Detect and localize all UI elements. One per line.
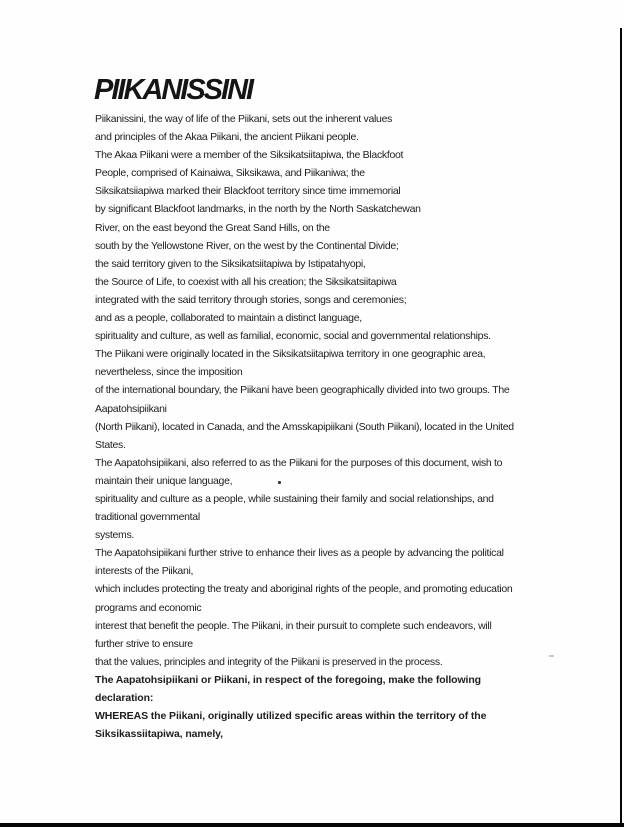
text-line: (North Piikani), located in Canada, and the Amsskapipiikani (South Piikani), located in the United [95,420,514,433]
text-line: River, on the east beyond the Great Sand Hills, on the [95,221,330,234]
text-line: The Akaa Piikani were a member of the Siksikatsiitapiwa, the Blackfoot [95,149,404,162]
text-line: south by the Yellowstone River, on the west by the Continental Divide; [95,239,399,252]
text-line: spirituality and culture, as well as familial, economic, social and governmental relationships. [95,330,491,343]
text-line: Piikanissini, the way of life of the Piikani, sets out the inherent values [95,113,393,125]
text-line: nevertheless, since the imposition [95,366,243,379]
text-line: declaration: [95,692,154,704]
text-line: which includes protecting the treaty and aboriginal rights of the people, and promoting education [95,583,513,596]
text-line: People, comprised of Kainaiwa, Siksikawa, and Piikaniwa; the [95,167,365,180]
document-body [95,110,595,743]
text-line: maintain their unique language, [95,474,233,487]
scan-artifact-dot [278,481,281,484]
text-line: programs and economic [95,601,202,614]
text-line: that the values, principles and integrity of the Piikani is preserved in the process. [95,655,443,668]
text-line: Siksikatsiiapiwa marked their Blackfoot territory since time immemorial [95,185,401,198]
text-line: the said territory given to the Siksikatsiitapiwa by Istipatahyopi, [95,257,366,270]
text-line: the Source of Life, to coexist with all his creation; the Siksikatsiitapiwa [95,275,397,288]
text-line: interests of the Piikani, [95,565,194,578]
text-line: and principles of the Akaa Piikani, the ancient Piikani people. [95,131,359,144]
text-line: systems. [95,529,135,542]
text-line: by significant Blackfoot landmarks, in the north by the North Saskatchewan [95,203,421,216]
text-line: and as a people, collaborated to maintain a distinct language, [95,312,362,325]
text-line: Siksikassiitapiwa, namely, [95,728,223,741]
text-line: The Aapatohsipiikani, also referred to as the Piikani for the purposes of this document, wish to [95,456,503,469]
text-line: spirituality and culture as a people, while sustaining their family and social relationships, and [95,492,494,505]
text-line: traditional governmental [95,511,200,524]
text-line: further strive to ensure [95,637,193,650]
text-line: The Aapatohsipiikani or Piikani, in respect of the foregoing, make the following [95,673,481,686]
text-line: The Piikani were originally located in the Siksikatsiitapiwa territory in one geographic area, [95,348,486,361]
scan-edge-bottom [0,823,624,827]
text-line: Aapatohsipiikani [95,402,167,415]
page-title: PIIKANISSINI [94,74,253,106]
text-line: States. [95,438,126,451]
scan-edge-right [620,28,622,827]
text-line: interest that benefit the people. The Piikani, in their pursuit to complete such endeavors, will [95,619,492,632]
text-line: WHEREAS the Piikani, originally utilized specific areas within the territory of the [95,710,487,723]
text-line: The Aapatohsipiikani further strive to enhance their lives as a people by advancing the political [95,547,504,560]
scan-artifact-faint-mark [549,655,554,657]
text-line: integrated with the said territory through stories, songs and ceremonies; [95,293,407,306]
text-line: of the international boundary, the Piikani have been geographically divided into two groups. The [95,384,510,397]
